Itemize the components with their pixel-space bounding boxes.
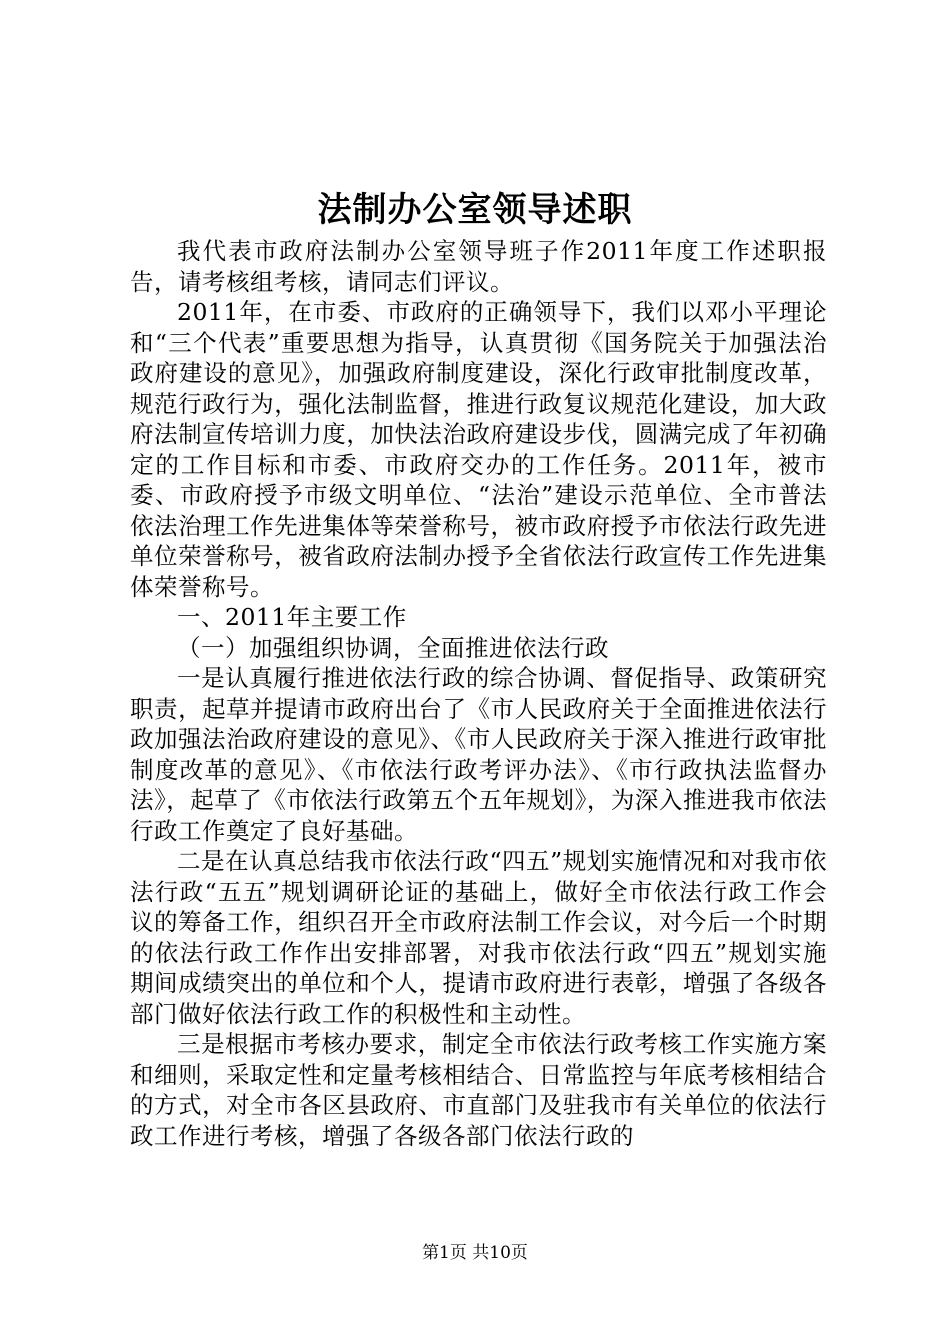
paragraph-item-2: 二是在认真总结我市依法行政“四五”规划实施情况和对我市依法行政“五五”规划调研论证的基础上，做好全市依法行政工作会议的筹备工作，组织召开全市政府法制工作会议，对今后一个时期的依法行政工作作出安排部署，对我市依法行政“四五”规划实施期间成绩突出的单位和个人，提请市政府进行表彰，增强了各级各部门做好依法行政工作的积极性和主动性。: [130, 847, 827, 1028]
paragraph-intro: 我代表市政府法制办公室领导班子作2011年度工作述职报告，请考核组考核，请同志们评议。: [130, 237, 827, 296]
paragraph-item-1: 一是认真履行推进依法行政的综合协调、督促指导、政策研究职责，起草并提请市政府出台了《市人民政府关于全面推进依法行政加强法治政府建设的意见》、《市人民政府关于深入推进行政审批制度改革的意见》、《市依法行政考评办法》、《市行政执法监督办法》，起草了《市依法行政第五个五年规划》，为深入推进我市依法行政工作奠定了良好基础。: [130, 664, 827, 845]
document-body: [130, 236, 827, 1151]
paragraph-item-3: 三是根据市考核办要求，制定全市依法行政考核工作实施方案和细则，采取定性和定量考核相结合、日常监控与年底考核相结合的方式，对全市各区县政府、市直部门及驻我市有关单位的依法行政工作进行考核，增强了各级各部门依法行政的: [130, 1030, 827, 1150]
page-number: 第1页 共10页: [422, 1243, 528, 1263]
paragraph-summary: 2011年，在市委、市政府的正确领导下，我们以邓小平理论和“三个代表”重要思想为指导，认真贯彻《国务院关于加强法治政府建设的意见》，加强政府制度建设，深化行政审批制度改革，规范行政行为，强化法制监督，推进行政复议规范化建设，加大政府法制宣传培训力度，加快法治政府建设步伐，圆满完成了年初确定的工作目标和市委、市政府交办的工作任务。2011年，被市委、市政府授予市级文明单位、“法治”建设示范单位、全市普法依法治理工作先进集体等荣誉称号，被市政府授予市依法行政先进单位荣誉称号，被省政府法制办授予全省依法行政宣传工作先进集体荣誉称号。: [130, 298, 827, 601]
section-heading: 一、2011年主要工作: [177, 603, 407, 631]
subsection-heading: （一）加强组织协调，全面推进依法行政: [177, 633, 609, 662]
page-title: 法制办公室领导述职: [317, 190, 633, 230]
